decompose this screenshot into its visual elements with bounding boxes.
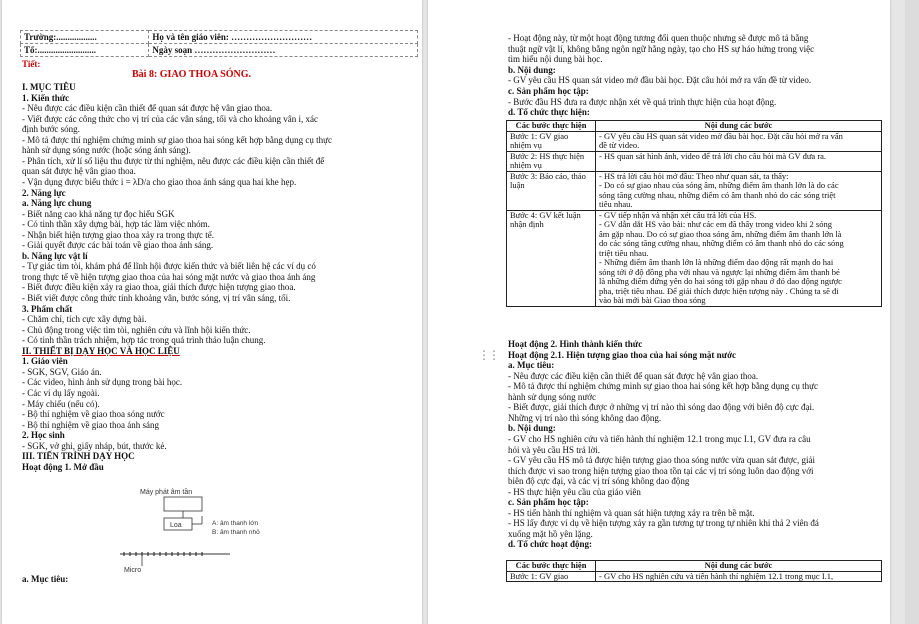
body-line: - SGK, SGV, Giáo án. — [22, 366, 102, 377]
body-line: - Hoạt động này, từ một hoạt động tương đối quen thuộc nhưng sẽ được mô tả bằng — [508, 33, 809, 43]
step-cell — [507, 151, 596, 171]
body-line: biên độ cực đại, và các vị trí sóng không dao động — [508, 476, 690, 487]
body-line: - Nhận biết hiện tượng giao thoa xảy ra trong thực tế. — [22, 229, 214, 240]
body-line: - Mô tả được thí nghiệm chứng minh sự giao thoa hai sóng kết hợp bằng dụng cụ thực — [508, 381, 818, 392]
document-page-2 — [428, 0, 890, 624]
body-line: b. Nội dung: — [508, 423, 556, 434]
content-text: - GV cho HS nghiên cứu và tiến hành thí nghiệm 12.1 trong mục I.1, — [599, 570, 834, 581]
content-text: - HS trả lời câu hỏi mở đầu: Theo như quan sát, ta thấy: — [599, 170, 789, 181]
body-line: định bước sóng. — [22, 124, 80, 135]
content-text: sóng tăng cường nhau, những điểm có âm thanh nhỏ do các sóng triệt — [599, 189, 836, 200]
body-line: tìm hiểu nội dung bài học. — [508, 54, 603, 65]
body-line: hỏi và yêu cầu HS trả lời. — [508, 444, 600, 455]
step-cell — [507, 571, 596, 582]
content-cell — [596, 151, 882, 171]
table-row — [507, 171, 882, 210]
body-line: - HS thực hiện yêu cầu của giáo viên — [508, 486, 641, 497]
body-line: - Nêu được các điều kiện cần thiết để quan sát được hệ vân giao thoa. — [508, 370, 759, 381]
content-text: - Những điểm âm thanh lớn là những điểm dao động rất mạnh do hai — [599, 257, 834, 267]
body-line: - Biết được điều kiện xảy ra giao thoa, giải thích được hiện tượng giao thoa. — [22, 282, 296, 293]
step-text: nhiệm vụ — [510, 160, 542, 170]
body-line: a. Năng lực chung — [22, 198, 92, 209]
body-line: xuống mặt hồ yên lặng. — [508, 528, 593, 539]
body-line: Hoạt động 1. Mở đầu — [22, 461, 104, 472]
body-line: 1. Giáo viên — [22, 356, 68, 367]
body-line: - Bước đầu HS đưa ra được nhận xét về quá trình thực hiện của hoạt động. — [508, 96, 777, 107]
body-line: - Bộ thí nghiệm về giao thoa sóng nước — [22, 409, 165, 420]
body-line: d. Tổ chức thực hiện: — [508, 107, 590, 118]
step-text: Bước 1: GV giao — [510, 130, 569, 141]
body-line: Hoạt động 2.1. Hiện tượng giao thoa của hai sóng mặt nước — [508, 349, 737, 360]
body-line: a. Mục tiêu: — [508, 360, 555, 371]
body-line: - Các video, hình ảnh sử dụng trong bài học. — [22, 377, 183, 388]
table-row — [507, 210, 882, 306]
body-line: - Máy chiếu (nếu có). — [22, 398, 100, 409]
content-cell — [596, 171, 882, 210]
body-line: - Nêu được các điều kiện cần thiết để quan sát được hệ vân giao thoa. — [22, 103, 273, 114]
body-line: 2. Năng lực — [22, 187, 66, 198]
body-line: - GV cho HS nghiên cứu và tiến hành thí nghiệm 12.1 trong mục I.1, GV đưa ra câu — [508, 433, 811, 444]
body-line: - GV yêu cầu HS quan sát video mở đầu bài học. Đặt câu hỏi mở ra vấn đề từ video. — [508, 75, 812, 86]
lesson-title: Bài 8: GIAO THOA SÓNG. — [132, 69, 252, 80]
step-text: luận — [510, 180, 525, 190]
school-field[interactable]: Trường:.................. — [21, 31, 149, 44]
body-line: - Biết năng cao khả năng tự đọc hiểu SGK — [22, 208, 175, 219]
content-text: - HS quan sát hình ảnh, video để trả lời cho câu hỏi mà GV đưa ra. — [599, 150, 827, 161]
step-text: Bước 4: GV kết luận — [510, 209, 581, 220]
table-row — [507, 151, 882, 171]
content-text: - Do có sự giao nhau của sóng âm, những điểm âm thanh lớn là do các — [599, 180, 839, 190]
body-line: - Chăm chỉ, tích cực xây dựng bài. — [22, 314, 147, 325]
lesson-period-label: Tiết: — [22, 59, 41, 69]
body-line: - HS tiến hành thí nghiệm và quan sát hiện tượng xảy ra trên bề mặt. — [508, 507, 755, 518]
table1-header-steps: Các bước thực hiện — [507, 121, 596, 132]
mic-label: Micro — [124, 567, 142, 574]
content-text: sóng tới ở độ đồng pha với nhau và ngược lại những điểm âm thanh bé — [599, 266, 840, 277]
figure-b-label: B: âm thanh nhỏ — [212, 529, 260, 536]
step-text: Bước 1: GV giao — [510, 570, 569, 581]
content-text: pha, triệt tiêu nhau. Để giải thích được hiện tượng này . Chúng ta sẽ đi — [599, 285, 839, 296]
date-field[interactable]: Ngày soạn ……………………… — [149, 44, 418, 57]
body-line: - Mô tả được thí nghiệm chứng minh sự giao thoa hai sóng kết hợp bằng dụng cụ thực — [22, 134, 332, 145]
group-field[interactable]: Tổ:.......................... — [21, 44, 149, 57]
step-cell — [507, 131, 596, 151]
body-line: Hoạt động 2. Hình thành kiến thức — [508, 339, 643, 349]
signal-generator — [164, 497, 202, 511]
table2-header-steps: Các bước thực hiện — [507, 561, 596, 572]
body-line: II. THIẾT BỊ DẠY HỌC VÀ HỌC LIỆU — [22, 345, 180, 356]
content-cell — [596, 131, 882, 151]
step-text: nhiệm vụ — [510, 140, 542, 150]
body-line: - Chủ động trong việc tìm tòi, nghiên cứu và lĩnh hội kiến thức. — [22, 324, 251, 335]
body-line: b. Nội dung: — [508, 64, 556, 75]
activity-1-table — [506, 120, 882, 307]
content-text: - GV yêu cầu HS quan sát video mở đầu bài học. Đặt câu hỏi mở ra vấn — [599, 130, 843, 141]
body-line: 2. Học sinh — [22, 430, 65, 441]
content-text: âm gặp nhau. Do có sự giao thoa sóng âm, những điểm âm thanh lớn là — [599, 228, 842, 239]
content-text: đề từ video. — [599, 140, 640, 150]
figure-a-label: A: âm thanh lớn — [212, 520, 259, 527]
table-row — [507, 571, 882, 582]
body-line: trong thực tế về hiện tượng giao thoa của hai sóng mặt nước và giao thoa ánh áng — [22, 271, 316, 282]
body-line: - Biết được, giải thích được ở những vị trí nào thì sóng dao động với biên độ cực đại. — [508, 402, 815, 413]
body-line: I. MỤC TIÊU — [22, 82, 76, 92]
content-cell — [596, 210, 882, 306]
activity-2-table — [506, 560, 882, 582]
body-line: quan sát được hệ vân giao thoa. — [22, 166, 136, 177]
content-text: - GV tiếp nhận và nhận xét câu trả lời của HS. — [599, 209, 757, 220]
body-line: - Giải quyết được các bài toán về giao thoa ánh sáng. — [22, 240, 214, 251]
body-line: - Bộ thí nghiệm về giao thoa ánh sáng — [22, 419, 159, 430]
body-line: hành sử dụng sóng nước — [508, 391, 597, 402]
content-text: là những điểm đứng yên do hai sóng tới gặp nhau ở đó dao động ngược — [599, 276, 842, 286]
drag-handle-icon[interactable]: ⋮⋮ — [478, 348, 498, 362]
content-text: triệt tiêu nhau. — [599, 247, 649, 258]
vertical-scrollbar[interactable] — [905, 0, 919, 624]
figure-source-label: Máy phát âm tần — [140, 489, 193, 496]
table1-header-content: Nội dung các bước — [596, 121, 882, 132]
content-text: - GV dẫn dắt HS vào bài: như các em đã thấy trong video khi 2 sóng — [599, 219, 832, 229]
body-line: - HS lấy được ví dụ về hiện tượng xảy ra gần tương tự trong tự nhiên khi thả 2 viên đá — [508, 518, 819, 529]
body-line: - Phân tích, xử lí số liệu thu được từ thí nghiệm, nêu được các điều kiện cần thiết để — [22, 155, 325, 166]
body-line: - Tự giác tìm tòi, khám phá để lĩnh hội được kiến thức và biết liên hệ các ví dụ có — [22, 261, 316, 272]
body-line: Những vị trí nào thì sóng không dao động. — [508, 412, 662, 423]
step-cell — [507, 171, 596, 210]
step-cell — [507, 210, 596, 306]
body-line: d. Tổ chức hoạt động: — [508, 539, 593, 550]
teacher-field[interactable]: Họ và tên giáo viên: ……………………… — [149, 31, 418, 44]
body-line: thích được vì sao trong hiện tượng giao thoa tồn tại các vị trí sóng luôn dao động với — [508, 465, 814, 476]
body-line: - Có tinh thần xây dựng bài, hợp tác làm việc nhóm. — [22, 219, 210, 230]
body-line: III. TIẾN TRÌNH DẠY HỌC — [22, 451, 135, 462]
step-text: Bước 3: Báo cáo, thảo — [510, 170, 586, 181]
body-line: b. Năng lực vật lí — [22, 250, 88, 261]
body-line: hành sử dụng sóng nước (hoặc sóng ánh sáng). — [22, 145, 191, 156]
content-text: do các sóng tăng cường nhau, những điểm có âm thanh nhỏ do các sóng — [599, 238, 844, 248]
body-line: - SGK, vở ghi, giấy nháp, bút, thước kẻ. — [22, 440, 167, 451]
body-line: - Có tinh thần trách nhiệm, hợp tác trong quá trình thảo luận chung. — [22, 335, 266, 346]
body-line: thuật ngữ vật lí, không bằng ngôn ngữ hằng ngày, tạo cho HS sự háo hứng trong việc — [508, 43, 815, 54]
body-line: - Biết viết được công thức tính khoảng vân, bước sóng, vị trí vân sáng, tối. — [22, 293, 291, 303]
body-line: 3. Phẩm chất — [22, 303, 73, 314]
content-text: vào bài mới bài Giao thoa sóng — [599, 295, 706, 305]
body-line: c. Sản phẩm học tập: — [508, 86, 589, 96]
experiment-figure — [120, 486, 310, 574]
body-line: - GV yêu cầu HS mô tả được hiện tượng giao thoa sóng nước vừa quan sát được, giải — [508, 455, 815, 466]
body-line: 1. Kiến thức — [22, 92, 70, 103]
table-row — [507, 131, 882, 151]
speaker-label: Loa — [170, 522, 182, 529]
document-page-1 — [2, 0, 422, 624]
step-text: Bước 2: HS thực hiện — [510, 150, 585, 161]
content-cell — [596, 571, 882, 582]
table2-header-content: Nội dung các bước — [596, 561, 882, 572]
content-text: tiêu nhau. — [599, 199, 633, 209]
body-line: - Viết được các công thức cho vị trí của các vân sáng, tối và cho khoảng vân i, xác — [22, 113, 318, 124]
step-text: nhận định — [510, 219, 544, 229]
body-line: c. Sản phẩm học tập: — [508, 497, 589, 508]
header-table — [20, 30, 418, 57]
body-line: - Vận dụng được biểu thức i = λD/a cho giao thoa ánh sáng qua hai khe hẹp. — [22, 176, 297, 187]
objective-heading: a. Mục tiêu: — [22, 574, 69, 584]
body-line: - Các ví dụ lấy ngoài. — [22, 387, 100, 398]
